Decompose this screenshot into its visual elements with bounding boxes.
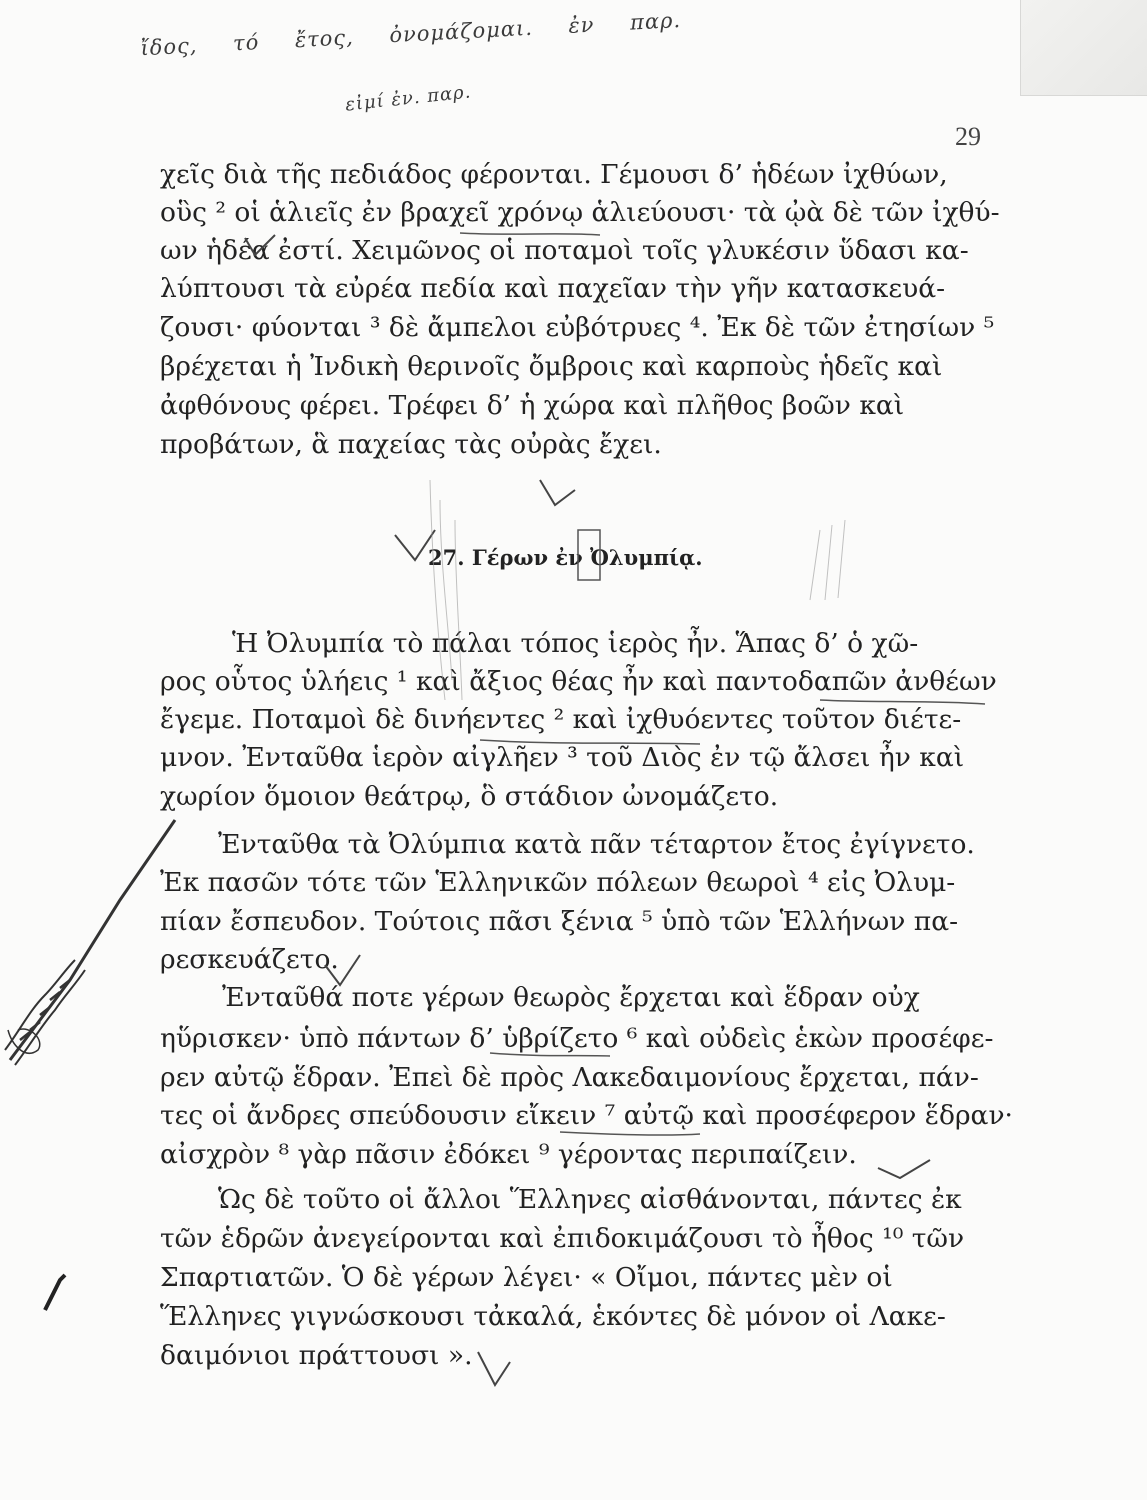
- text-line: ηὕρισκεν· ὑπὸ πάντων δ’ ὑβρίζετο ⁶ καὶ οὐδεὶς ἑκὼν προσέφε-: [160, 1023, 994, 1054]
- text-line: ζουσι· φύονται ³ δὲ ἄμπελοι εὐβότρυες ⁴. Ἐκ δὲ τῶν ἐτησίων ⁵: [160, 312, 995, 343]
- text-line: δαιμόνιοι πράττουσι ».: [160, 1340, 473, 1371]
- text-line: ρος οὗτος ὑλήεις ¹ καὶ ἄξιος θέας ἦν καὶ παντοδαπῶν ἀνθέων: [160, 666, 997, 697]
- page-number: 29: [955, 122, 981, 151]
- text-line: Ἐνταῦθά ποτε γέρων θεωρὸς ἔρχεται καὶ ἕδραν οὐχ: [222, 982, 920, 1013]
- text-line: ἀφθόνους φέρει. Τρέφει δ’ ἡ χώρα καὶ πλῆθος βοῶν καὶ: [160, 390, 905, 421]
- text-line: Ὡς δὲ τοῦτο οἱ ἄλλοι Ἕλληνες αἰσθάνονται, πάντες ἐκ: [218, 1184, 962, 1215]
- text-line: τες οἱ ἄνδρες σπεύδουσιν εἴκειν ⁷ αὐτῷ καὶ προσέφερον ἕδραν·: [160, 1100, 1013, 1131]
- section-heading: 27. Γέρων ἐν Ὀλυμπίᾳ.: [428, 545, 703, 570]
- text-line: ων ἡδέα ἐστί. Χειμῶνος οἱ ποταμοὶ τοῖς γλυκέσιν ὕδασι κα-: [160, 235, 969, 266]
- text-line: ρεσκευάζετο.: [160, 944, 339, 975]
- folded-corner: [1020, 0, 1147, 96]
- text-line: πίαν ἔσπευδον. Τούτοις πᾶσι ξένια ⁵ ὑπὸ τῶν Ἑλλήνων πα-: [160, 906, 959, 937]
- text-line: μνον. Ἐνταῦθα ἱερὸν αἰγλῆεν ³ τοῦ Διὸς ἐν τῷ ἄλσει ἦν καὶ: [160, 742, 965, 773]
- text-line: προβάτων, ἃ παχείας τὰς οὐρὰς ἔχει.: [160, 429, 662, 460]
- text-line: χωρίον ὅμοιον θεάτρῳ, ὃ στάδιον ὠνομάζετο.: [160, 781, 779, 812]
- text-line: αἰσχρὸν ⁸ γὰρ πᾶσιν ἐδόκει ⁹ γέροντας περιπαίζειν.: [160, 1139, 857, 1170]
- text-line: ρεν αὐτῷ ἕδραν. Ἐπεὶ δὲ πρὸς Λακεδαιμονίους ἔρχεται, πάν-: [160, 1062, 979, 1093]
- text-line: χεῖς διὰ τῆς πεδιάδος φέρονται. Γέμουσι δ’ ἡδέων ἰχθύων,: [160, 159, 948, 190]
- handwritten-annotation-second: εἰμί ἐν. παρ.: [344, 81, 473, 116]
- handwritten-annotation-top: ἴδος, τό ἔτος, ὀνομάζομαι. ἐν παρ.: [139, 8, 682, 61]
- text-line: λύπτουσι τὰ εὐρέα πεδία καὶ παχεῖαν τὴν γῆν κατασκευά-: [160, 273, 946, 304]
- text-line: Ἐνταῦθα τὰ Ὀλύμπια κατὰ πᾶν τέταρτον ἔτος ἐγίγνετο.: [218, 829, 975, 860]
- text-line: Ἡ Ὀλυμπία τὸ πάλαι τόπος ἱερὸς ἦν. Ἅπας δ’ ὁ χῶ-: [232, 628, 919, 659]
- text-line: Ἐκ πασῶν τότε τῶν Ἑλληνικῶν πόλεων θεωροὶ ⁴ εἰς Ὀλυμ-: [160, 867, 956, 898]
- text-line: οὓς ² οἱ ἁλιεῖς ἐν βραχεῖ χρόνῳ ἁλιεύουσι· τὰ ᾠὰ δὲ τῶν ἰχθύ-: [160, 197, 1000, 228]
- text-line: βρέχεται ἡ Ἰνδικὴ θερινοῖς ὄμβροις καὶ καρποὺς ἡδεῖς καὶ: [160, 351, 943, 382]
- text-line: Ἕλληνες γιγνώσκουσι τἀκαλά, ἑκόντες δὲ μόνον οἱ Λακε-: [160, 1301, 946, 1332]
- text-line: Σπαρτιατῶν. Ὁ δὲ γέρων λέγει· « Οἴμοι, πάντες μὲν οἱ: [160, 1262, 893, 1293]
- pen-sketch: [5, 820, 175, 1065]
- margin-dash: [45, 1275, 65, 1310]
- text-line: ἔγεμε. Ποταμοὶ δὲ δινήεντες ² καὶ ἰχθυόεντες τοῦτον διέτε-: [160, 704, 962, 735]
- text-line: τῶν ἑδρῶν ἀνεγείρονται καὶ ἐπιδοκιμάζουσι τὸ ἦθος ¹⁰ τῶν: [160, 1223, 965, 1254]
